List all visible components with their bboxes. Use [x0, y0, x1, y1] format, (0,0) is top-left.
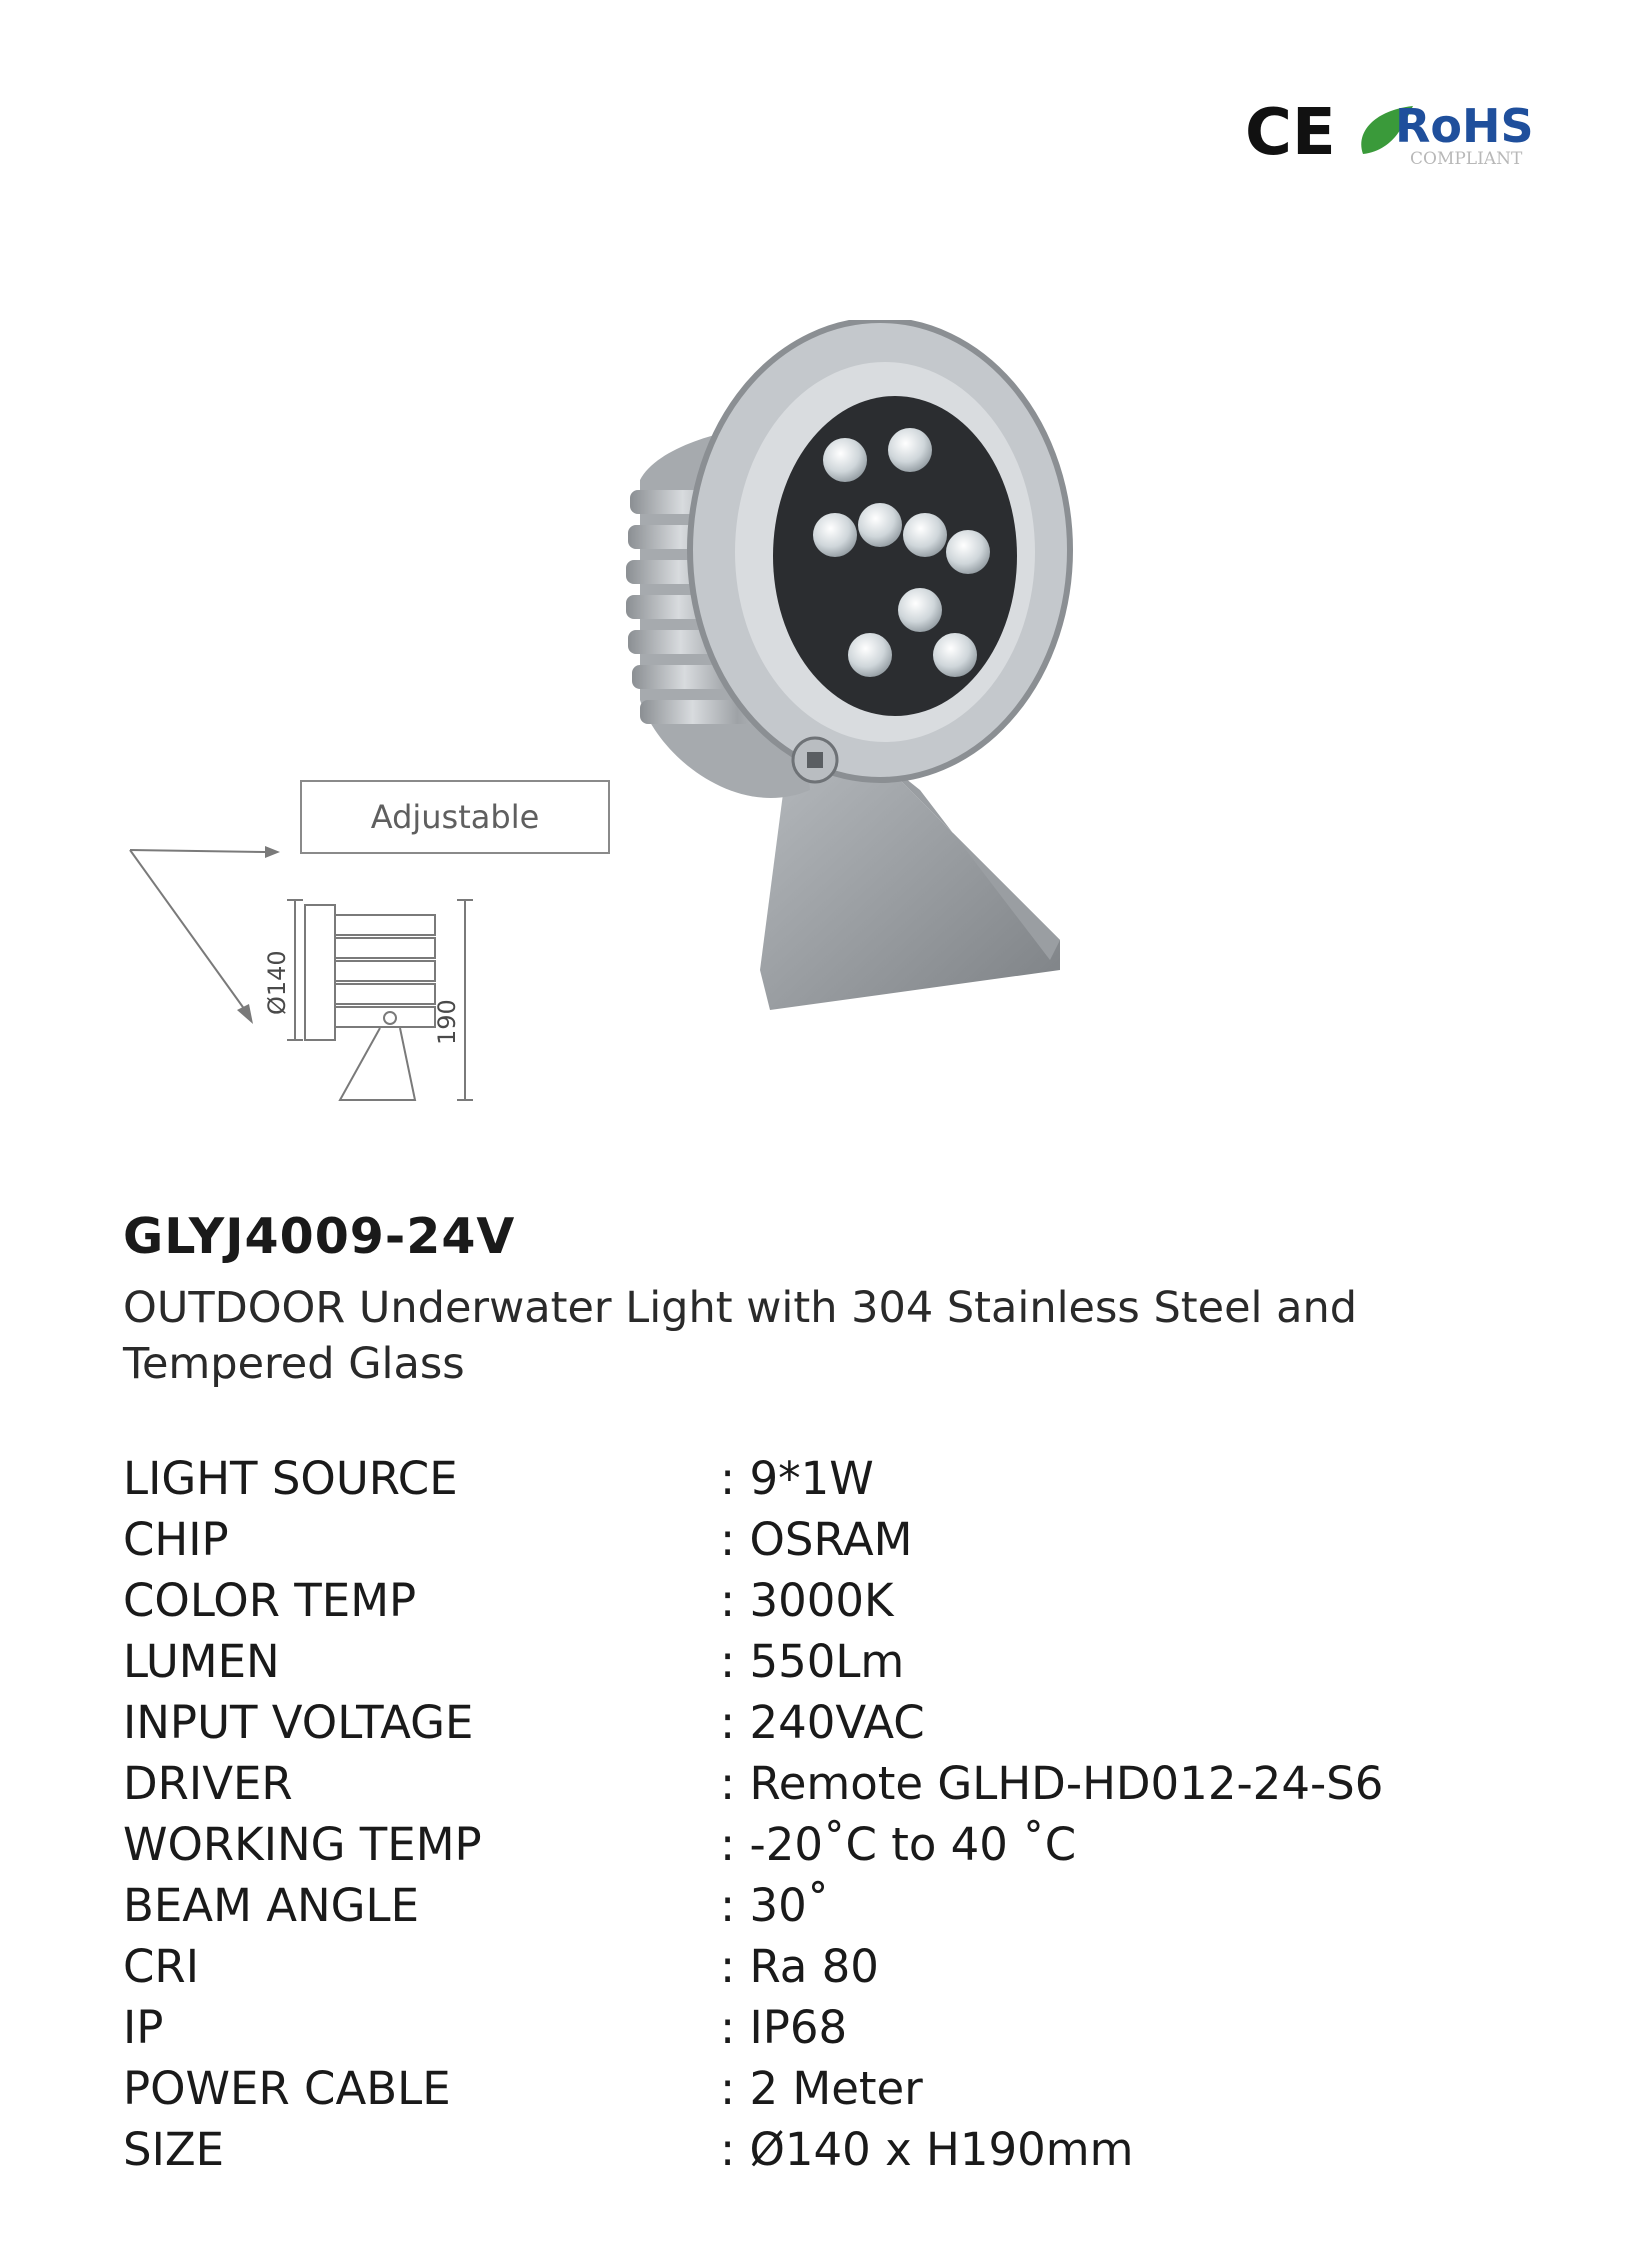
spec-label: POWER CABLE — [123, 2062, 451, 2115]
spec-row — [123, 2058, 1523, 2119]
spec-value: : Ø140 x H190mm — [720, 2123, 1134, 2176]
spec-label: LUMEN — [123, 1635, 280, 1688]
product-description: OUTDOOR Underwater Light with 304 Stainless Steel and Tempered Glass — [123, 1283, 1358, 1389]
spec-row — [123, 1509, 1523, 1570]
spec-list — [123, 1448, 1523, 2180]
spec-value: : Remote GLHD-HD012-24-S6 — [720, 1757, 1384, 1810]
product-photo — [620, 320, 1080, 1060]
spec-value: : IP68 — [720, 2001, 848, 2054]
spec-label: DRIVER — [123, 1757, 293, 1810]
spec-value: : Ra 80 — [720, 1940, 879, 1993]
spec-value: : 9*1W — [720, 1452, 874, 1505]
spec-value: : -20˚C to 40 ˚C — [720, 1818, 1077, 1871]
rohs-compliant-text: COMPLIANT — [1410, 149, 1523, 169]
spec-row — [123, 1753, 1523, 1814]
rohs-logo — [1361, 99, 1533, 169]
spec-label: INPUT VOLTAGE — [123, 1696, 474, 1749]
spec-value: : OSRAM — [720, 1513, 913, 1566]
spec-row — [123, 1997, 1523, 2058]
height-dimension: 190 — [433, 999, 461, 1045]
spec-row — [123, 2119, 1523, 2180]
spec-label: SIZE — [123, 2123, 225, 2176]
spec-label: WORKING TEMP — [123, 1818, 482, 1871]
spec-value: : 550Lm — [720, 1635, 905, 1688]
spec-label: CRI — [123, 1940, 199, 1993]
spec-value: : 2 Meter — [720, 2062, 923, 2115]
spec-value: : 30˚ — [720, 1879, 830, 1932]
spec-row — [123, 1814, 1523, 1875]
spec-row — [123, 1692, 1523, 1753]
spec-row — [123, 1875, 1523, 1936]
spec-value: : 240VAC — [720, 1696, 925, 1749]
spec-row — [123, 1570, 1523, 1631]
spec-label: COLOR TEMP — [123, 1574, 417, 1627]
product-model: GLYJ4009-24V — [123, 1208, 516, 1265]
spec-label: BEAM ANGLE — [123, 1879, 420, 1932]
adjustable-label: Adjustable — [370, 798, 540, 836]
ce-mark: CE — [1245, 96, 1336, 170]
spec-label: LIGHT SOURCE — [123, 1452, 458, 1505]
certification-marks — [1245, 92, 1545, 172]
spec-label: CHIP — [123, 1513, 229, 1566]
rohs-mark: RoHS — [1395, 99, 1534, 153]
spec-row — [123, 1936, 1523, 1997]
spec-label: IP — [123, 2001, 164, 2054]
spec-row — [123, 1631, 1523, 1692]
spec-row — [123, 1448, 1523, 1509]
adjustable-callout — [300, 780, 610, 854]
spec-value: : 3000K — [720, 1574, 894, 1627]
diameter-dimension: Ø140 — [263, 950, 291, 1015]
